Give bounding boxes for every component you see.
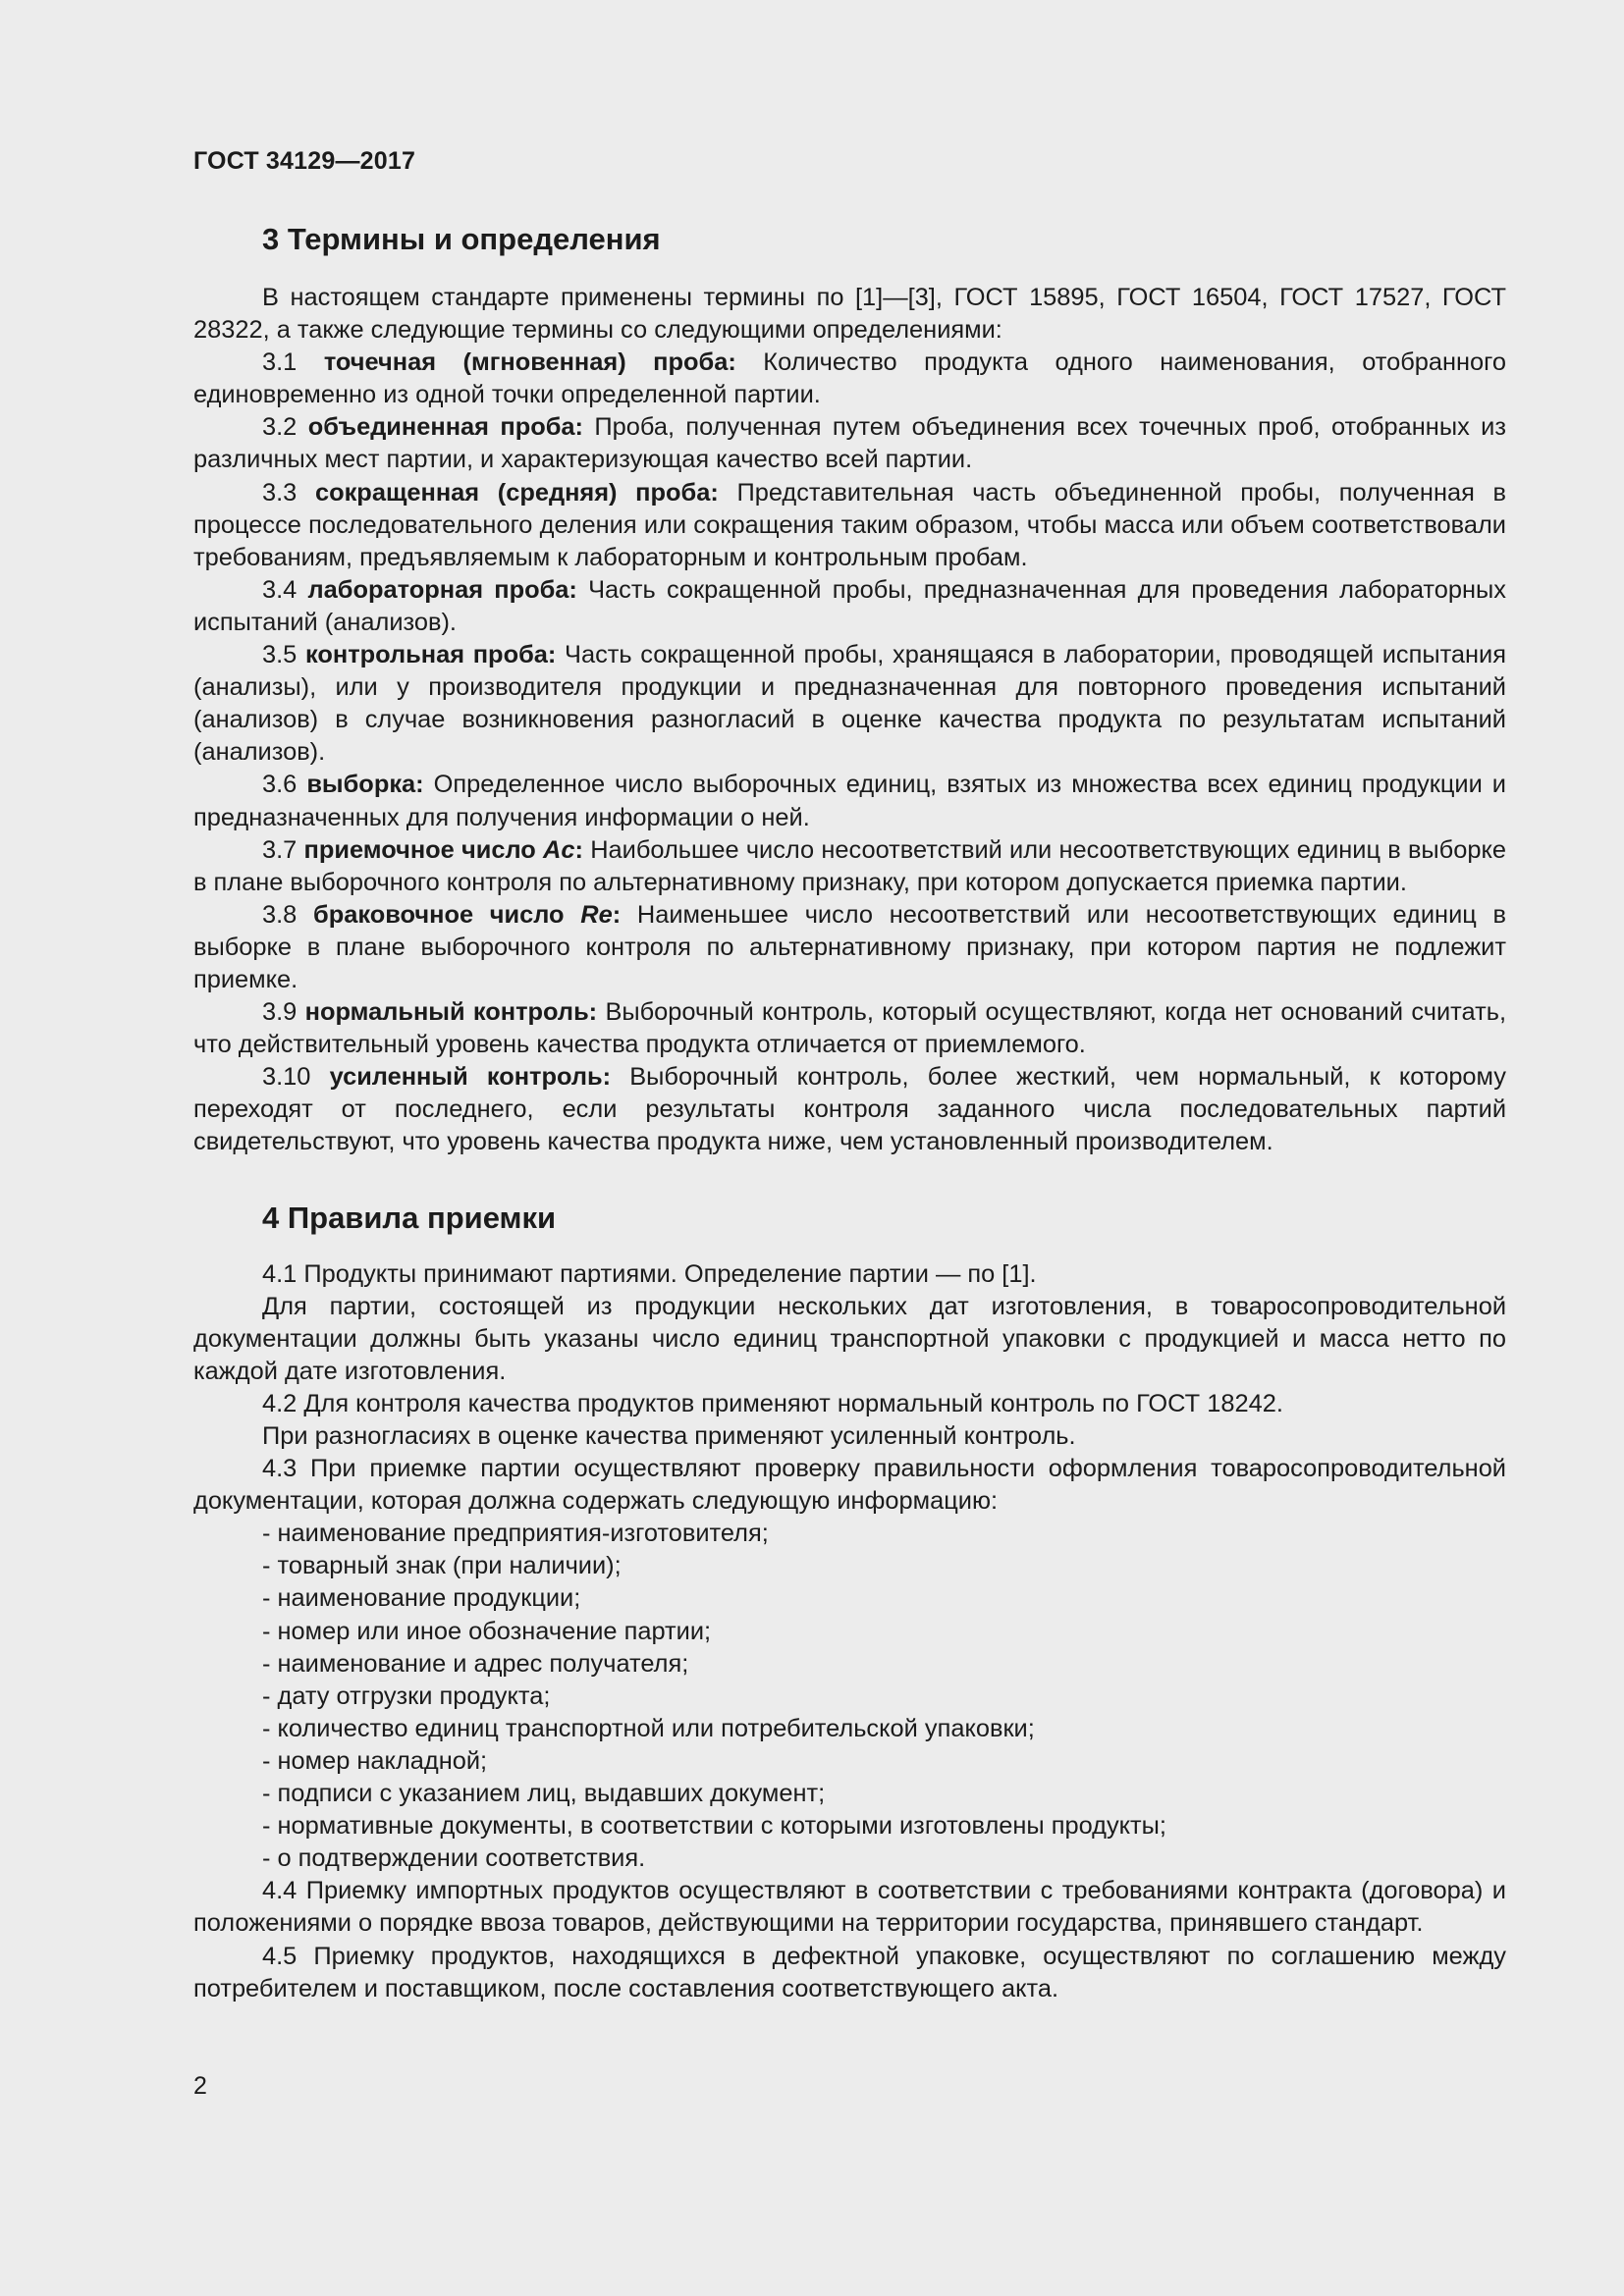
section-4-heading: 4 Правила приемки [262,1200,557,1235]
term-title: приемочное число Ac: [303,835,583,864]
term-title: сокращенная (средняя) проба: [314,478,719,507]
term-title: объединенная проба: [307,413,583,442]
list-item: - наименование предприятия-изготовителя; [262,1520,769,1548]
list-item: - номер или иное обозначение партии; [262,1617,712,1645]
clause-4-5: 4.5 Приемку продуктов, находящихся в дефектной упаковке, осуществляют по соглашению между потребителем и поставщиком, после составления соответствующего акта. [193,1942,1506,2002]
term-3-4: 3.4 лабораторная проба: Часть сокращенной пробы, предназначенная для проведения лабораторных испытаний (анализов). [193,575,1506,636]
term-title: усиленный контроль: [329,1063,612,1092]
clause-4-1-detail: Для партии, состоящей из продукции нескольких дат изготовления, в товаросопроводительной документации должны быть указаны число единиц транспортной упаковки с продукцией и масса нетто по каждой дате изготовления. [193,1292,1506,1385]
term-3-5: 3.5 контрольная проба: Часть сокращенной пробы, хранящаяся в лаборатории, проводящей испытания (анализы), или у производителя продукции и предназначенная для повторного проведения испытаний (анализов) в случае возникновения разногласий в оценке качества продукта по результатам испытаний (анализов). [193,641,1506,767]
list-item: - товарный знак (при наличии); [262,1552,622,1580]
term-title: нормальный контроль: [304,998,598,1027]
term-title: браковочное число Re: [313,900,622,929]
list-item: - подписи с указанием лиц, выдавших документ; [262,1780,826,1808]
clause-4-1: 4.1 Продукты принимают партиями. Определение партии — по [1]. [262,1259,1037,1288]
page-number: 2 [193,2072,207,2100]
clause-4-4: 4.4 Приемку импортных продуктов осуществляют в соответствии с требованиями контракта (договора) и положениями о порядке ввоза товаров, действующими на территории государства, принявшего стандарт. [193,1877,1506,1938]
list-item: - наименование и адрес получателя; [262,1649,689,1678]
term-title: лабораторная проба: [307,575,577,604]
document-header: ГОСТ 34129—2017 [193,147,416,175]
clause-4-2: 4.2 Для контроля качества продуктов применяют нормальный контроль по ГОСТ 18242. [262,1389,1283,1417]
clause-4-3: 4.3 При приемке партии осуществляют проверку правильности оформления товаросопроводительной документации, которая должна содержать следующую информацию: [193,1455,1506,1516]
term-3-6: 3.6 выборка: Определенное число выборочных единиц, взятых из множества всех единиц продукции и предназначенных для получения информации о ней. [193,771,1506,831]
clause-4-2-detail: При разногласиях в оценке качества применяют усиленный контроль. [262,1422,1076,1450]
term-title: выборка: [306,771,424,799]
document-body [193,220,1506,2005]
section-3-heading: 3 Термины и определения [262,222,661,256]
term-3-7: 3.7 приемочное число Ac: Наибольшее число несоответствий или несоответствующих единиц в выборке в плане выборочного контроля по альтернативному признаку, при котором допускается приемка партии. [193,835,1506,896]
list-item: - о подтверждении соответствия. [262,1844,646,1873]
term-title: контрольная проба: [304,641,557,669]
term-3-9: 3.9 нормальный контроль: Выборочный контроль, который осуществляют, когда нет оснований считать, что действительный уровень качества продукта отличается от приемлемого. [193,998,1506,1059]
term-3-8: 3.8 браковочное число Re: Наименьшее число несоответствий или несоответствующих единиц в выборке в плане выборочного контроля по альтернативному признаку, при котором партия не подлежит приемке. [193,900,1506,993]
term-3-2: 3.2 объединенная проба: Проба, полученная путем объединения всех точечных проб, отобранных из различных мест партии, и характеризующая качество всей партии. [193,413,1506,474]
list-item: - номер накладной; [262,1746,488,1775]
section-3-intro: В настоящем стандарте применены термины по [1]—[3], ГОСТ 15895, ГОСТ 16504, ГОСТ 17527, ГОСТ 28322, а также следующие термины со следующими определениями: [193,284,1506,345]
list-item: - количество единиц транспортной или потребительской упаковки; [262,1714,1035,1742]
list-item: - дату отгрузки продукта; [262,1682,551,1710]
term-title: точечная (мгновенная) проба: [323,348,736,377]
list-item: - нормативные документы, в соответствии с которыми изготовлены продукты; [262,1812,1166,1841]
term-3-3: 3.3 сокращенная (средняя) проба: Представительная часть объединенной пробы, полученная в процессе последовательного деления или сокращения таким образом, чтобы масса или объем соответствовали требованиям, предъявляемым к лабораторным и контрольным пробам. [193,478,1506,571]
list-item: - наименование продукции; [262,1584,581,1613]
term-3-10: 3.10 усиленный контроль: Выборочный контроль, более жесткий, чем нормальный, к которому переходят от последнего, если результаты контроля заданного числа последовательных партий свидетельствуют, что уровень качества продукта ниже, чем установленный производителем. [193,1063,1506,1156]
term-3-1: 3.1 точечная (мгновенная) проба: Количество продукта одного наименования, отобранного единовременно из одной точки определенной партии. [193,348,1506,409]
